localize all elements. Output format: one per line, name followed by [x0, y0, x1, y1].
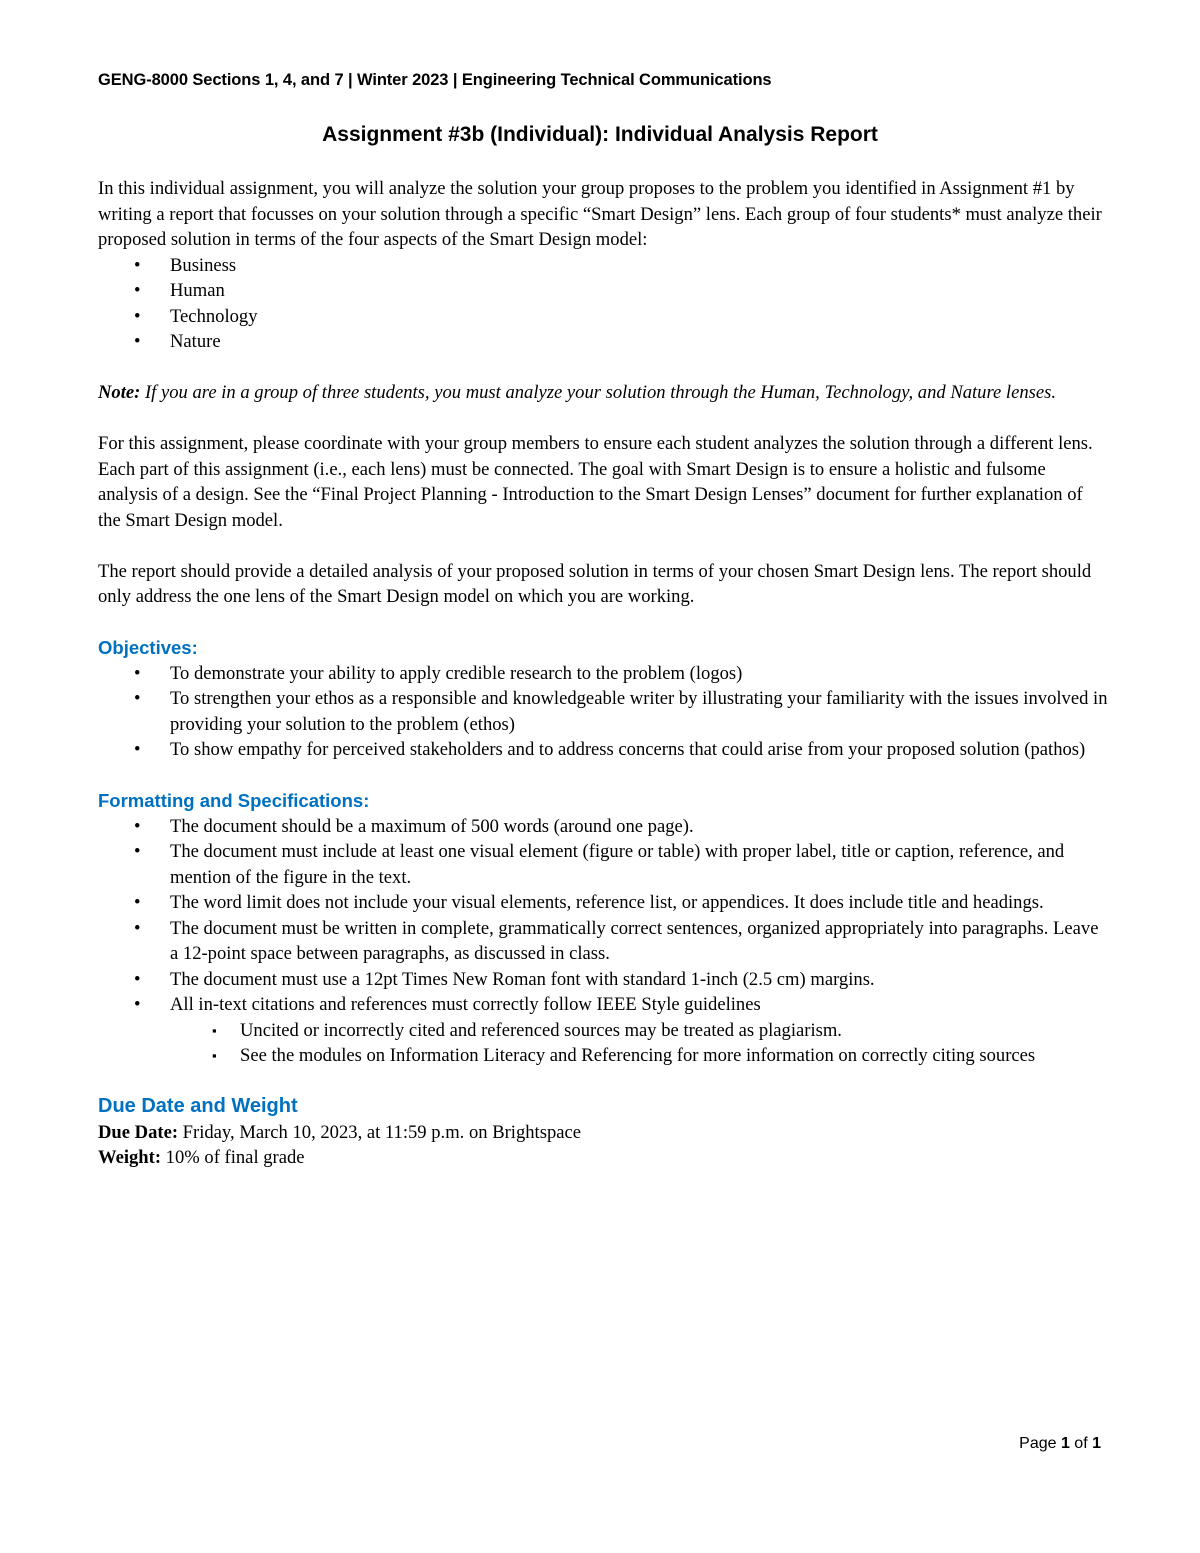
- formatting-heading: Formatting and Specifications:: [98, 790, 370, 811]
- list-item: • Business: [98, 253, 1108, 279]
- list-item: • Nature: [98, 329, 1108, 355]
- document-body: [98, 176, 1108, 1171]
- list-item: • The document must include at least one visual element (figure or table) with proper label, title or caption, reference, and mention of the figure in the text.: [134, 841, 1065, 888]
- bullet-icon: •: [134, 815, 141, 837]
- bullet-icon: •: [134, 892, 141, 913]
- weight-value: 10% of final grade: [161, 1147, 305, 1168]
- citation-sublist: [98, 1018, 1108, 1069]
- formatting-list: [98, 814, 1108, 1018]
- objectives-heading: Objectives:: [98, 637, 198, 658]
- bullet-icon: •: [134, 305, 141, 327]
- due-date-line: [98, 1120, 1108, 1146]
- list-item: • The word limit does not include your visual elements, reference list, or appendices. It does include title and headings.: [98, 890, 1108, 916]
- list-item: • To strengthen your ethos as a responsible and knowledgeable writer by illustrating your familiarity with the issues involved in providing your solution to the problem (ethos): [134, 688, 1108, 735]
- bullet-icon: •: [134, 917, 141, 939]
- objectives-list: [98, 661, 1108, 763]
- lens-list: [98, 253, 1108, 355]
- due-heading: Due Date and Weight: [98, 1095, 298, 1117]
- list-item: • All in-text citations and references must correctly follow IEEE Style guidelines: [98, 992, 1108, 1018]
- current-page: 1: [1060, 1435, 1070, 1452]
- list-item: • To demonstrate your ability to apply credible research to the problem (logos): [98, 661, 1108, 687]
- list-item: • The document should be a maximum of 500 words (around one page).: [98, 814, 1108, 840]
- bullet-icon: •: [134, 968, 141, 990]
- weight-line: [98, 1145, 1108, 1171]
- page-footer: Page 1 of 1: [1019, 1435, 1101, 1452]
- weight-label: Weight:: [98, 1147, 162, 1168]
- bullet-icon: •: [134, 662, 141, 684]
- intro-paragraph: In this individual assignment, you will analyze the solution your group proposes to the problem you identified in Assignment #1 by writing a report that focusses on your solution through a specific “Smart Design” lens. Each group of four students* must analyze their proposed solution in terms of the four aspects of the Smart Design model:: [98, 178, 1102, 250]
- bullet-icon: •: [134, 280, 141, 301]
- bullet-icon: •: [134, 254, 141, 276]
- note-text: If you are in a group of three students, you must analyze your solution through the Human, Technology, and Nature lenses.: [140, 382, 1057, 403]
- coordination-paragraph: For this assignment, please coordinate with your group members to ensure each student analyzes the solution through a different lens. Each part of this assignment (i.e., each lens) must be connected. The goal with Smart Design is to ensure a holistic and fulsome analysis of a design. See the “Final Project Planning - Introduction to the Smart Design Lenses” document for further explanation of the Smart Design model.: [98, 433, 1093, 531]
- due-date-value: Friday, March 10, 2023, at 11:59 p.m. on Brightspace: [178, 1121, 582, 1143]
- square-bullet-icon: ▪: [212, 1048, 217, 1063]
- bullet-icon: •: [134, 994, 141, 1015]
- list-item: • Human: [98, 278, 1108, 304]
- due-date-label: Due Date:: [98, 1121, 179, 1143]
- list-item: • To show empathy for perceived stakeholders and to address concerns that could arise from your proposed solution (pathos): [98, 737, 1108, 763]
- note-paragraph: [98, 380, 1108, 406]
- report-paragraph: The report should provide a detailed analysis of your proposed solution in terms of your chosen Smart Design lens. The report should only address the one lens of the Smart Design model on which you are working.: [98, 560, 1092, 607]
- list-item: ▪ Uncited or incorrectly cited and referenced sources may be treated as plagiarism.: [98, 1018, 1108, 1044]
- document-title: Assignment #3b (Individual): Individual Analysis Report: [322, 123, 878, 146]
- total-pages: 1: [1092, 1435, 1101, 1452]
- list-item: ▪ See the modules on Information Literacy and Referencing for more information on correctly citing sources: [98, 1043, 1108, 1069]
- note-label: Note:: [98, 382, 141, 403]
- bullet-icon: •: [134, 688, 141, 709]
- list-item: • Technology: [98, 304, 1108, 330]
- square-bullet-icon: ▪: [212, 1022, 217, 1038]
- bullet-icon: •: [134, 841, 141, 862]
- bullet-icon: •: [134, 331, 141, 352]
- page-header: GENG-8000 Sections 1, 4, and 7 | Winter 2023 | Engineering Technical Communications: [98, 71, 772, 89]
- list-item: • The document must be written in complete, grammatically correct sentences, organized appropriately into paragraphs. Leave a 12-point space between paragraphs, as discussed in class.: [134, 917, 1099, 964]
- list-item: • The document must use a 12pt Times New Roman font with standard 1-inch (2.5 cm) margins.: [98, 967, 1108, 993]
- bullet-icon: •: [134, 739, 141, 760]
